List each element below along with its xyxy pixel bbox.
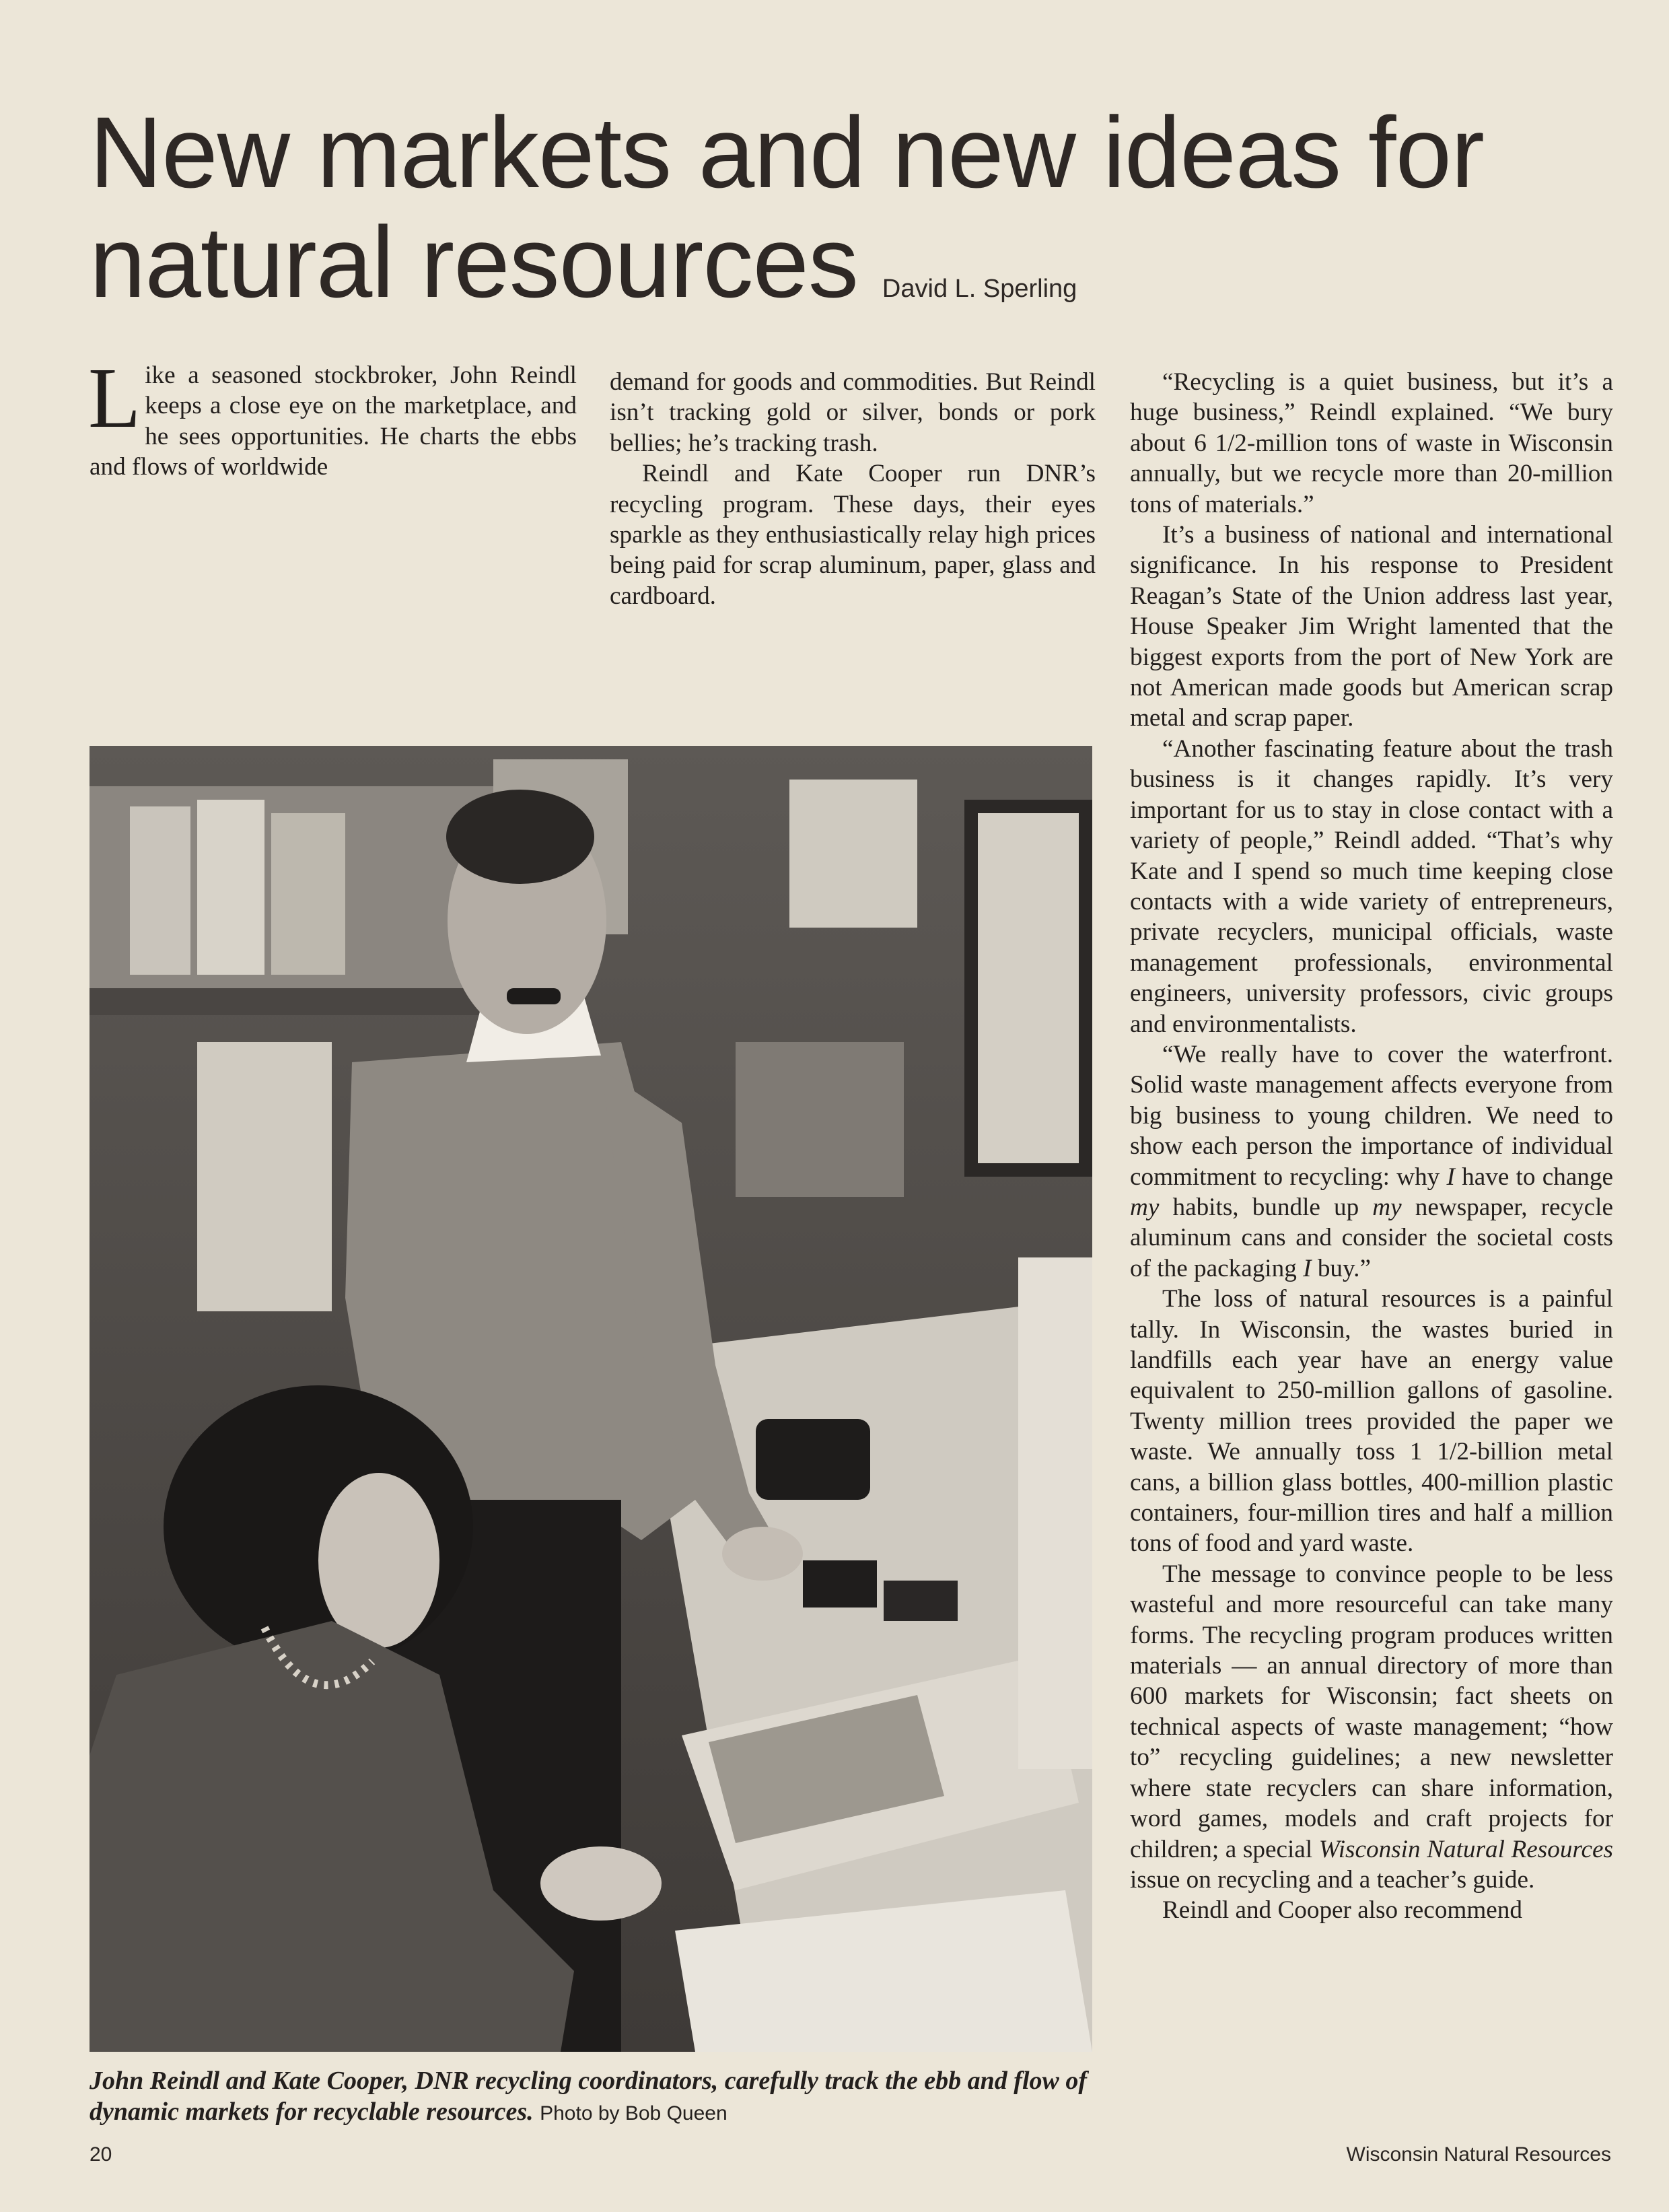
paragraph: The loss of natural resources is a painful tally. In Wisconsin, the wastes buried in landfills each year have an energy value equivalent to 250-million gallons of gasoline. Twenty million trees provided the paper we waste. We annually toss 1 1/2-billion metal cans, a billion glass bottles, 400-million plastic containers, four-million tires and half a million tons of food and yard waste.	[1130, 1285, 1613, 1558]
paragraph: It’s a business of national and international significance. In his response to President Reagan’s State of the Union address last year, House Speaker Jim Wright lamented that the biggest exports from the port of New York are not American made goods but American scrap metal and scrap paper.	[1130, 521, 1613, 732]
paragraph: Reindl and Kate Cooper run DNR’s recycling program. These days, their eyes sparkle as they enthusiastically relay high prices being paid for scrap aluminum, paper, glass and cardboard.	[610, 460, 1096, 610]
photo-credit: Photo by Bob Queen	[540, 2102, 727, 2124]
italic-run: my	[1130, 1193, 1160, 1221]
text-run: buy.”	[1311, 1254, 1371, 1282]
paragraph	[88, 350, 577, 483]
italic-run: I	[1446, 1163, 1455, 1191]
paragraph: demand for goods and commodities. But Reindl isn’t tracking gold or silver, bonds or pork bellies; he’s tracking trash.	[610, 368, 1096, 457]
photo-caption	[90, 2065, 1099, 2129]
text-run: have to change	[1454, 1163, 1613, 1191]
italic-run: I	[1303, 1254, 1312, 1282]
paragraph	[1130, 1039, 1613, 1284]
headline-text: New markets and new ideas for natural resources	[90, 96, 1484, 318]
paragraph: Reindl and Cooper also recommend	[1162, 1896, 1522, 1925]
paragraph	[1130, 1559, 1613, 1895]
publication-name: Wisconsin Natural Resources	[1346, 2143, 1611, 2166]
text-run: newspaper, recycle aluminum cans and consider the societal costs of the packaging	[1130, 1193, 1613, 1282]
paragraph-text: ike a seasoned stockbroker, John Reindl keeps a close eye on the marketplace, and he sees opportunities. He charts the ebbs and flows of worldwide	[90, 361, 577, 481]
drop-cap: L	[88, 350, 141, 446]
column-1	[88, 350, 577, 483]
byline: David L. Sperling	[882, 275, 1077, 303]
column-3	[1130, 367, 1613, 1926]
text-run: “We really have to cover the waterfront. Solid waste management affects everyone from big business to young children. We need to show each person the importance of individual commitment to recycling: why	[1130, 1040, 1613, 1191]
photo-illustration	[90, 746, 1092, 2052]
text-run: issue on recycling and a teacher’s guide.	[1130, 1865, 1535, 1894]
italic-run: my	[1372, 1193, 1402, 1221]
italic-run: Wisconsin Natural Resources	[1318, 1835, 1613, 1863]
text-run: The message to convince people to be less wasteful and more resourceful can take many forms. The recycling program produces written materials — an annual directory of more than 600 markets for Wisconsin; fact sheets on technical aspects of waste management; “how to” recycling guidelines; a new newsletter where state recyclers can share information, word games, models and craft projects for children; a special	[1130, 1560, 1613, 1863]
caption-text: John Reindl and Kate Cooper, DNR recycling coordinators, carefully track the ebb and flow of dynamic markets for recyclable resources.	[90, 2067, 1088, 2126]
article-photo	[90, 746, 1092, 2052]
column-2	[610, 367, 1096, 611]
page-number: 20	[90, 2143, 112, 2166]
text-run: habits, bundle up	[1159, 1193, 1373, 1221]
paragraph: “Another fascinating feature about the trash business is it changes rapidly. It’s very important for us to stay in close contact with a variety of people,” Reindl added. “That’s why Kate and I spend so much time keeping close contacts with a wide variety of entrepreneurs, private recyclers, municipal officials, waste management professionals, environmental engineers, university professors, civic groups and environmentalists.	[1130, 734, 1613, 1038]
paragraph: “Recycling is a quiet business, but it’s a huge business,” Reindl explained. “We bury about 6 1/2-million tons of waste in Wisconsin annually, but we recycle more than 20-million tons of materials.”	[1130, 368, 1613, 518]
headline	[90, 98, 1637, 344]
